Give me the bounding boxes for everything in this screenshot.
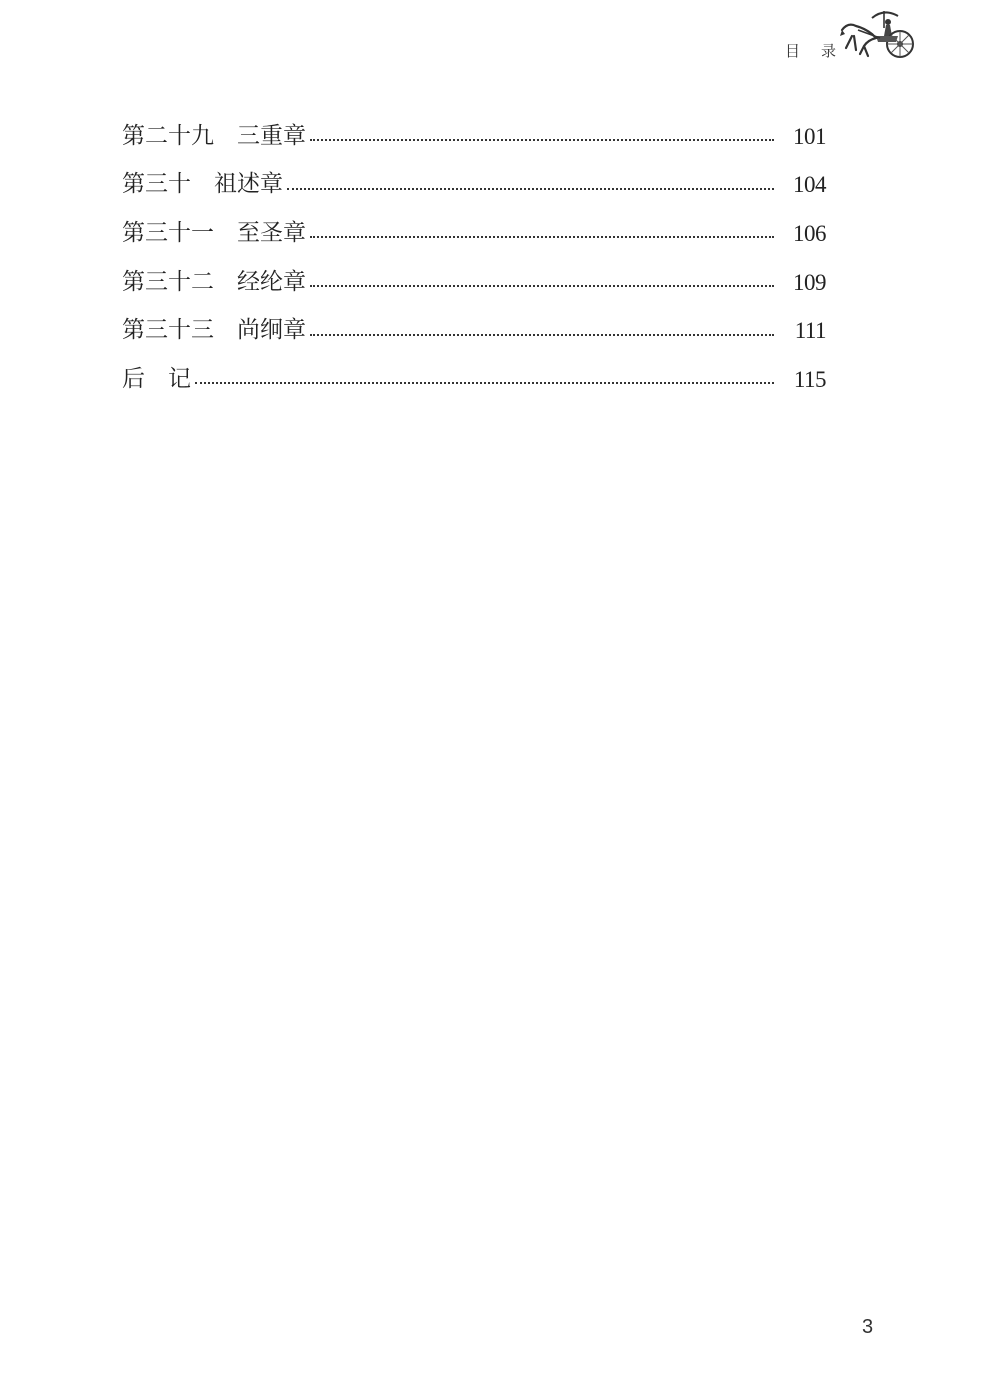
- page-number: 3: [862, 1316, 874, 1338]
- toc-entry-page: 115: [793, 366, 826, 392]
- chariot-emblem-icon: [838, 6, 920, 62]
- toc-entry-label: 第三十二 经纶章: [122, 268, 306, 295]
- toc-dot-leader: [310, 139, 774, 141]
- toc-entry[interactable]: [122, 355, 826, 404]
- toc-entry-label: 第三十一 至圣章: [122, 219, 306, 246]
- toc-entry-label: 第三十三 尚䌹章: [122, 317, 306, 344]
- toc-entry-page: 106: [793, 220, 826, 246]
- toc-entry[interactable]: [122, 161, 826, 210]
- toc-entry[interactable]: [122, 209, 826, 258]
- toc-dot-leader: [310, 334, 774, 336]
- toc-entry-label: 第三十 祖述章: [122, 171, 283, 198]
- toc-entry-page: 111: [794, 318, 826, 344]
- toc-dot-leader: [310, 236, 774, 238]
- toc-dot-leader: [195, 382, 774, 384]
- running-header: [785, 36, 845, 62]
- toc-entry[interactable]: [122, 306, 826, 355]
- toc-entry-label: 第二十九 三重章: [122, 122, 306, 149]
- toc-dot-leader: [287, 188, 774, 190]
- toc-entry-page: 104: [793, 172, 826, 198]
- toc-entry-page: 109: [793, 269, 826, 295]
- toc-entry[interactable]: [122, 112, 826, 161]
- table-of-contents: [122, 112, 826, 404]
- toc-entry-page: 101: [793, 123, 826, 149]
- running-header-char-1: 目: [785, 42, 802, 60]
- toc-entry-label: 后 记: [122, 365, 191, 392]
- running-header-char-2: 录: [821, 42, 838, 60]
- toc-entry[interactable]: [122, 258, 826, 307]
- toc-dot-leader: [310, 285, 774, 287]
